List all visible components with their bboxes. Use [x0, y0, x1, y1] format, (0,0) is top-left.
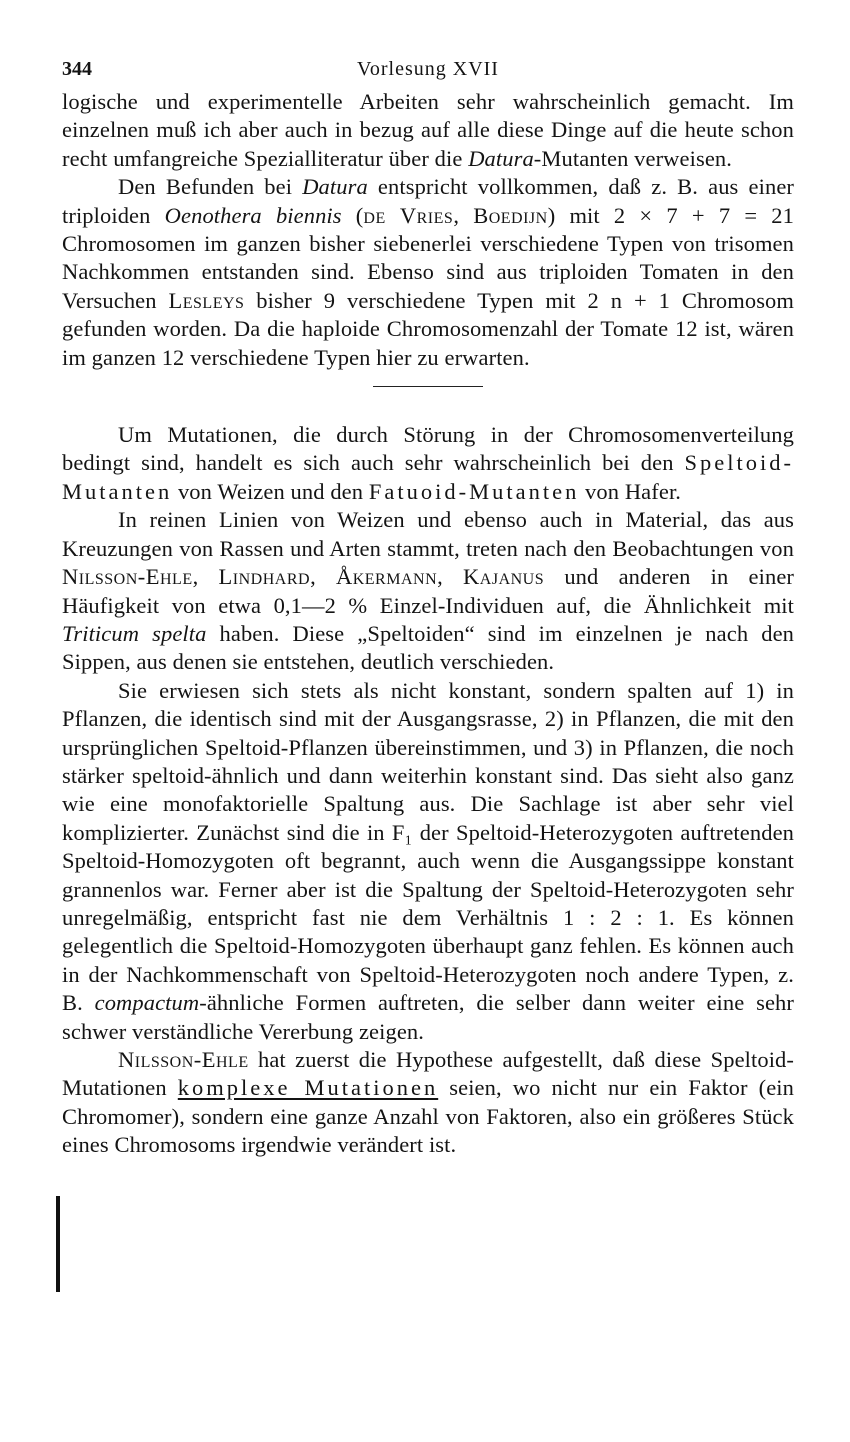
underlined-spaced-term: komplexe Mutationen — [177, 1075, 439, 1101]
section-gap — [62, 387, 794, 421]
paragraph-1 — [62, 88, 794, 173]
author-name: Nilsson-Ehle — [118, 1047, 249, 1072]
text: -ähnliche Formen auftreten, die selber dann weiter eine sehr schwer verständliche Vererbung zeigen. — [62, 990, 794, 1044]
text: Um Mutationen, die durch Störung in der Chromosomenverteilung bedingt sind, handelt es sich auch sehr wahrscheinlich bei den — [62, 422, 794, 476]
margin-pen-mark — [56, 1196, 60, 1292]
running-head: Vorlesung XVII — [357, 58, 499, 80]
text: bisher 9 verschiedene Typen mit 2 n + 1 Chromosom gefunden worden. Da die haploide Chromosomenzahl der Tomate 12 ist, wären im ganzen 12 verschiedene Typen hier zu erwarten. — [62, 287, 795, 370]
text: In reinen Linien von Weizen und ebenso auch in Material, das aus Kreuzungen von Rassen und Arten stammt, treten nach den Beobachtungen von — [62, 507, 794, 561]
text: -Mutanten verweisen. — [533, 145, 732, 171]
text: hat zuerst die Hypothese aufgestellt, daß diese Speltoid-Mutationen — [62, 1047, 794, 1101]
page-number: 344 — [62, 58, 92, 80]
author-name: Åkermann — [335, 564, 438, 590]
spaced-term: Speltoid-Mutanten — [62, 450, 794, 504]
paragraph-4 — [62, 506, 794, 676]
italic-term: Triticum spelta — [62, 620, 207, 646]
text: ( — [341, 202, 364, 228]
italic-term: Oenothera biennis — [164, 202, 342, 228]
text: , — [453, 202, 474, 228]
author-name: de Vries — [363, 202, 454, 228]
text: haben. Diese „Speltoiden“ sind im einzelnen je nach den Sippen, aus denen sie entstehen, deutlich verschieden. — [62, 620, 795, 675]
text: ) mit 2 × 7 + 7 = 21 Chromosomen im ganzen bisher siebenerlei verschiedene Typen von trisomen Nachkommen entstanden sind. Ebenso sind aus triploiden Tomaten in den Versuchen — [62, 202, 794, 313]
text: , — [192, 564, 219, 590]
book-page — [62, 58, 794, 1160]
author-name: Lesleys — [168, 287, 245, 313]
author-name: Nilsson-Ehle — [62, 564, 193, 590]
page-header — [62, 58, 794, 84]
paragraph-6 — [62, 1046, 794, 1160]
text: logische und experimentelle Arbeiten sehr wahrscheinlich gemacht. Im einzelnen muß ich aber auch in bezug auf alle diese Dinge auf die heute schon recht umfangreiche Spezialliteratur über die — [62, 89, 794, 171]
text: entspricht vollkommen, daß z. B. aus einer triploiden — [62, 174, 794, 228]
text: seien, wo nicht nur ein Faktor (ein Chromomer), sondern eine ganze Anzahl von Faktoren, also ein größeres Stück eines Chromosoms irgendwie verändert ist. — [62, 1075, 794, 1158]
spaced-term: Fatuoid-Mutanten — [368, 478, 580, 504]
text: Den Befunden bei — [118, 174, 303, 200]
text: und anderen in einer Häufigkeit von etwa 0,1—2 % Einzel-Individuen auf, die Ähnlichkeit mit — [62, 564, 795, 618]
text: , — [437, 564, 464, 590]
paragraph-3 — [62, 421, 794, 506]
paragraph-5 — [62, 677, 794, 1046]
text: von Hafer. — [579, 478, 682, 504]
paragraph-2 — [62, 173, 794, 372]
italic-term: Datura — [302, 174, 368, 200]
text: von Weizen und den — [172, 478, 369, 504]
text: Sie erwiesen sich stets als nicht konstant, sondern spalten auf 1) in Pflanzen, die identisch sind mit der Ausgangsrasse, 2) in Pflanzen, die mit den ursprünglichen Speltoid-Pflanzen übereinstimmen, und 3) in Pflanzen, die noch stärker speltoid-ähnlich und dann weiterhin konstant sind. Das sieht also ganz wie eine monofaktorielle Spaltung aus. Die Sachlage ist aber sehr viel komplizierter. Zunächst sind die in F₁ der Speltoid-Heterozygoten auftretenden Speltoid-Homozygoten oft begrannt, auch wenn die Ausgangssippe konstant grannenlos war. Ferner aber ist die Spaltung der Speltoid-Heterozygoten sehr unregelmäßig, entspricht fast nie dem Verhältnis 1 : 2 : 1. Es können gelegentlich die Speltoid-Homozygoten überhaupt ganz fehlen. Es können auch in der Nachkommenschaft von Speltoid-Heterozygoten noch andere Typen, z. B. — [62, 677, 794, 1016]
author-name: Kajanus — [463, 564, 545, 590]
author-name: Boedijn — [473, 202, 548, 228]
text: , — [310, 564, 336, 590]
italic-term: compactum — [94, 990, 200, 1016]
author-name: Lindhard — [218, 564, 311, 590]
italic-term: Datura — [468, 145, 534, 171]
